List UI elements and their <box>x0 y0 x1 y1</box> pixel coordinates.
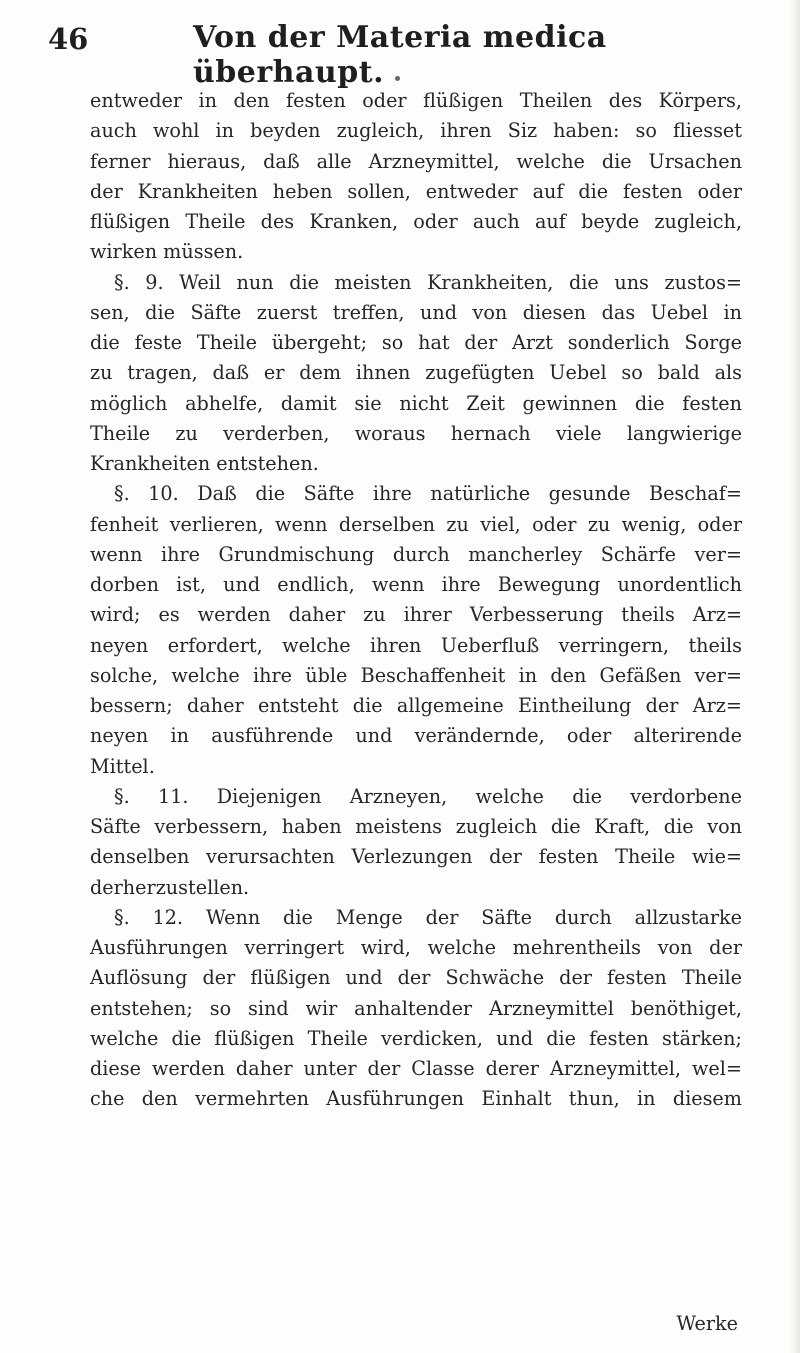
page-edge-shadow <box>790 0 800 1353</box>
text-line: wird; es werden daher zu ihrer Verbesserung theils Arz= <box>90 603 742 627</box>
text-line: §. 11. Diejenigen Arzneyen, welche die verdorbene <box>114 784 742 808</box>
text-line: welche die flüßigen Theile verdicken, und die festen stärken; <box>90 1026 742 1050</box>
text-line: denselben verursachten Verlezungen der festen Theile wie= <box>90 845 742 869</box>
page-number: 46 <box>48 22 89 56</box>
text-line: entstehen; so sind wir anhaltender Arzneymittel benöthiget, <box>90 996 742 1020</box>
text-line: Säfte verbessern, haben meistens zugleich die Kraft, die von <box>90 815 742 838</box>
text-line: der Krankheiten heben sollen, entweder auf die festen oder <box>90 179 742 203</box>
text-line: diese werden daher unter der Classe derer Arzneymittel, wel= <box>90 1057 742 1080</box>
text-line: che den vermehrten Ausführungen Einhalt thun, in diesem <box>90 1087 742 1111</box>
text-line: wirken müssen. <box>90 240 244 264</box>
body-text <box>90 86 742 1115</box>
text-line: dorben ist, und endlich, wenn ihre Bewegung unordentlich <box>90 573 742 596</box>
text-line: §. 9. Weil nun die meisten Krankheiten, die uns zustos= <box>114 270 742 294</box>
text-line: neyen erfordert, welche ihren Ueberfluß verringern, theils <box>90 633 742 657</box>
text-line: sen, die Säfte zuerst treffen, und von diesen das Uebel in <box>90 300 742 324</box>
text-line: Theile zu verderben, woraus hernach viele langwierige <box>90 421 742 445</box>
text-line: wenn ihre Grundmischung durch mancherley Schärfe ver= <box>90 542 742 566</box>
text-line: §. 10. Daß die Säfte ihre natürliche gesunde Beschaf= <box>114 482 742 506</box>
text-line: §. 12. Wenn die Menge der Säfte durch allzustarke <box>114 905 742 929</box>
text-line: möglich abhelfe, damit sie nicht Zeit gewinnen die festen <box>90 391 742 415</box>
page-header <box>48 16 738 90</box>
text-line: fenheit verlieren, wenn derselben zu viel, oder zu wenig, oder <box>90 512 742 536</box>
text-line: Krankheiten entstehen. <box>90 452 319 475</box>
text-line: auch wohl in beyden zugleich, ihren Siz haben: so fliesset <box>90 119 742 143</box>
text-line: bessern; daher entsteht die allgemeine Eintheilung der Arz= <box>90 694 742 717</box>
text-line: Mittel. <box>90 754 155 778</box>
text-line: flüßigen Theile des Kranken, oder auch auf beyde zugleich, <box>90 210 742 233</box>
catchword: Werke <box>676 1312 738 1335</box>
text-line: neyen in ausführende und verändernde, oder alterirende <box>90 724 742 748</box>
text-line: Auflösung der flüßigen und der Schwäche der festen Theile <box>90 966 742 990</box>
text-line: entweder in den festen oder flüßigen Theilen des Körpers, <box>90 89 742 112</box>
text-line: solche, welche ihre üble Beschaffenheit in den Gefäßen ver= <box>90 663 742 687</box>
text-line: ferner hieraus, daß alle Arzneymittel, welche die Ursachen <box>90 149 742 173</box>
running-head: Von der Materia medica überhaupt. <box>193 20 607 90</box>
text-line: zu tragen, daß er dem ihnen zugefügten Uebel so bald als <box>90 361 742 385</box>
text-line: die feste Theile übergeht; so hat der Arzt sonderlich Sorge <box>90 331 742 354</box>
text-line: derherzustellen. <box>90 875 250 899</box>
text-line: Ausführungen verringert wird, welche mehrentheils von der <box>90 936 742 959</box>
header-ornament-dot <box>395 76 400 81</box>
